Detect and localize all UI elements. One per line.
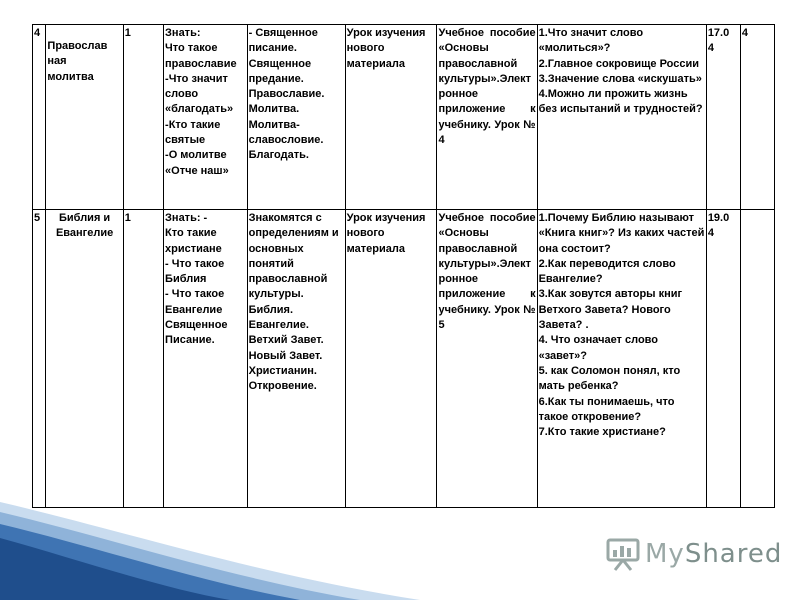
lesson-extra xyxy=(740,210,774,508)
lesson-hours: 1 xyxy=(123,25,163,210)
lesson-topic: Библия и Евангелие xyxy=(46,210,123,508)
table-row xyxy=(33,210,775,508)
lesson-terms: Знакомятся с определениям и основных понятий православной культуры. Библия. Евангелие. Ветхий Завет. Новый Завет. Христианин. Откровение. xyxy=(247,210,345,508)
lesson-knowledge: Знать: Что такое православие -Что значит слово «благодать» -Кто такие святые -О молитве «Отче наш» xyxy=(164,25,248,210)
lesson-knowledge: Знать: - Кто такие христиане - Что такое Библия - Что такое Евангелие Священное Писание. xyxy=(164,210,248,508)
logo-text-my: My xyxy=(645,539,685,569)
lesson-aid: Учебное пособие «Основы православной культуры».Электронное приложение к учебнику. Урок № 4 xyxy=(437,25,537,210)
lesson-extra: 4 xyxy=(740,25,774,210)
lesson-type: Урок изучения нового материала xyxy=(345,25,437,210)
lesson-aid: Учебное пособие «Основы православной культуры».Электронное приложение к учебнику. Урок № 5 xyxy=(437,210,537,508)
logo-text xyxy=(645,539,782,569)
presentation-board-icon xyxy=(605,536,641,572)
table-row xyxy=(33,25,775,210)
lesson-plan-table xyxy=(32,24,775,508)
lesson-number: 4 xyxy=(33,25,46,210)
logo-text-shared: Shared xyxy=(684,539,783,569)
lesson-date: 17.0 4 xyxy=(706,25,740,210)
lesson-hours: 1 xyxy=(123,210,163,508)
lesson-date: 19.0 4 xyxy=(706,210,740,508)
lesson-questions: 1.Почему Библию называют «Книга книг»? Из каких частей она состоит? 2.Как переводится слово Евангелие? 3.Как зовутся авторы книг Ветхого Завета? Нового Завета? . 4. Что означает слово «завет»? 5. как Соломон понял, кто мать ребенка? 6.Как ты понимаешь, что такое откровение? 7.Кто такие христиане? xyxy=(537,210,706,508)
lesson-questions: 1.Что значит слово «молиться»? 2.Главное сокровище России 3.Значение слова «искушать» 4.Можно ли прожить жизнь без испытаний и трудностей? xyxy=(537,25,706,210)
myshared-logo xyxy=(605,536,782,572)
lesson-topic: Православ ная молитва xyxy=(46,25,123,210)
lesson-type: Урок изучения нового материала xyxy=(345,210,437,508)
lesson-number: 5 xyxy=(33,210,46,508)
lesson-terms: - Священное писание. Священное предание. Православие. Молитва. Молитва-славословие. Благодать. xyxy=(247,25,345,210)
